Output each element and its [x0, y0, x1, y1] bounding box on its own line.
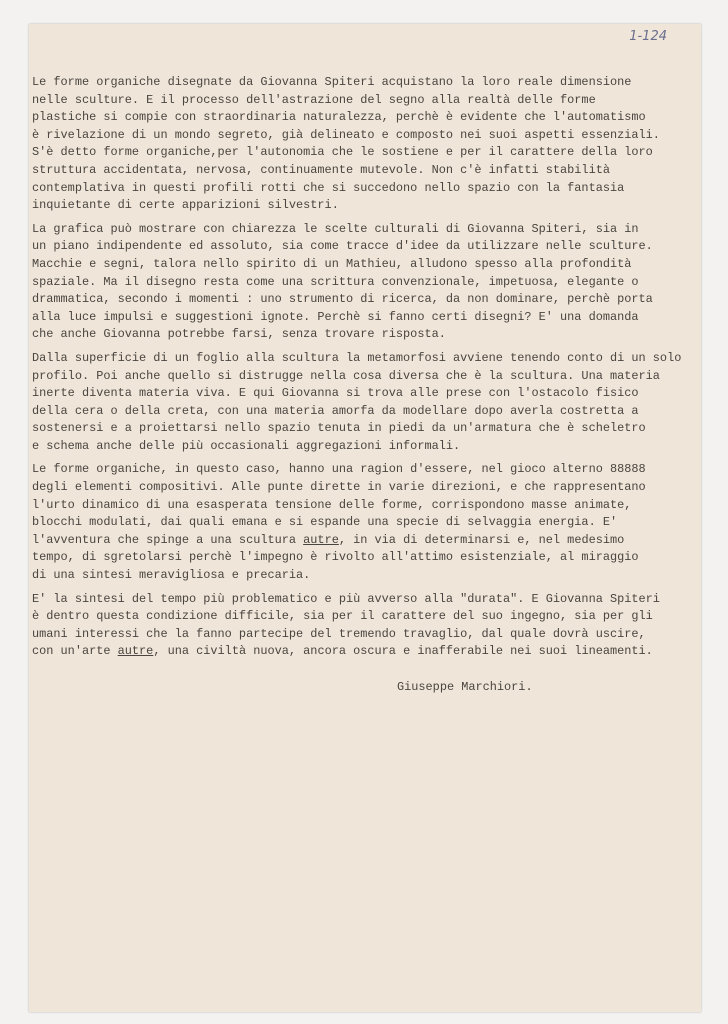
text-line: sostenersi e a proiettarsi nello spazio tenuta in piedi da un'armatura che è scheletro — [32, 421, 646, 436]
text-line: Le forme organiche, in questo caso, hanno una ragion d'essere, nel gioco alterno 88888 — [32, 462, 646, 477]
text-line: Le forme organiche disegnate da Giovanna Spiteri acquistano la loro reale dimensione — [32, 75, 632, 89]
text-line: plastiche si compie con straordinaria naturalezza, perchè è evidente che l'automatismo — [32, 110, 646, 125]
text-line: della cera o della creta, con una materia amorfa da modellare dopo averla costretta a — [32, 403, 639, 418]
underlined-word: autre — [117, 644, 154, 659]
paragraph-5 — [32, 591, 681, 661]
text-line: La grafica può mostrare con chiarezza le scelte culturali di Giovanna Spiteri, sia in — [32, 221, 639, 236]
document-body — [32, 74, 681, 667]
text-segment: , una civiltà nuova, ancora oscura e inafferabile nei suoi lineamenti. — [153, 644, 653, 659]
text-line — [32, 532, 681, 550]
underlined-word: autre — [303, 532, 339, 547]
text-line: è dentro questa condizione difficile, sia per il carattere del suo ingegno, sia per gli — [32, 609, 653, 624]
paragraph-4 — [32, 461, 681, 584]
text-line: tempo, di sgretolarsi perchè l'impegno è rivolto all'attimo esistenziale, al miraggio — [32, 550, 639, 565]
page-number: 1-124 — [629, 29, 667, 44]
text-segment: l'avventura che spinge a una scultura — [32, 532, 304, 547]
text-line: contemplativa in questi profili rotti che si succedono nello spazio con la fantasia — [32, 180, 625, 195]
text-line: S'è detto forme organiche,per l'autonomia che le sostiene e per il carattere della loro — [32, 145, 653, 160]
text-line — [32, 643, 681, 661]
text-line: un piano indipendente ed assoluto, sia come tracce d'idee da utilizzare nelle sculture. — [32, 239, 653, 254]
paragraph-3 — [32, 350, 681, 456]
text-segment: con un'arte — [32, 644, 118, 659]
text-line: profilo. Poi anche quello si distrugge nella cosa diversa che è la scultura. Una materia — [32, 368, 660, 383]
text-line: spaziale. Ma il disegno resta come una scrittura convenzionale, impetuosa, elegante o — [32, 274, 639, 289]
signature: Giuseppe Marchiori. — [397, 680, 533, 694]
text-line: è rivelazione di un mondo segreto, già delineato e composto nei suoi aspetti essenziali. — [32, 127, 660, 142]
paragraph-1 — [32, 74, 681, 215]
text-line: struttura accidentata, nervosa, continuamente mutevole. Non c'è infatti stabilità — [32, 162, 610, 177]
text-line: l'urto dinamico di una esasperata tensione delle forme, corrispondono masse animate, — [32, 497, 632, 512]
text-line: e schema anche delle più occasionali aggregazioni informali. — [32, 438, 461, 453]
text-line: di una sintesi meravigliosa e precaria. — [32, 568, 311, 583]
text-line: blocchi modulati, dai quali emana e si espande una specie di selvaggia energia. E' — [32, 515, 618, 530]
text-line: alla luce impulsi e suggestioni ignote. Perchè si fanno certi disegni? E' una domanda — [32, 309, 639, 324]
text-line: nelle sculture. E il processo dell'astrazione del segno alla realtà delle forme — [32, 92, 596, 107]
paragraph-2 — [32, 221, 681, 344]
text-line: E' la sintesi del tempo più problematico e più avverso alla "durata". E Giovanna Spiteri — [32, 591, 660, 606]
text-segment: , in via di determinarsi e, nel medesimo — [338, 532, 625, 547]
text-line: degli elementi compositivi. Alle punte dirette in varie direzioni, e che rappresentano — [32, 480, 646, 495]
text-line: Macchie e segni, talora nello spirito di un Mathieu, alludono spesso alla profondità — [32, 256, 632, 271]
text-line: inerte diventa materia viva. E qui Giovanna si trova alle prese con l'ostacolo fisico — [32, 386, 639, 401]
text-line: Dalla superficie di un foglio alla scultura la metamorfosi avviene tenendo conto di un solo — [32, 350, 682, 365]
text-line: drammatica, secondo i momenti : uno strumento di ricerca, da non dominare, perchè porta — [32, 292, 653, 307]
text-line: inquietante di certe apparizioni silvestri. — [32, 198, 339, 213]
document-page — [29, 24, 701, 1012]
text-line: umani interessi che la fanno partecipe del tremendo travaglio, dal quale dovrà uscire, — [32, 626, 646, 641]
text-line: che anche Giovanna potrebbe farsi, senza trovare risposta. — [32, 327, 446, 342]
